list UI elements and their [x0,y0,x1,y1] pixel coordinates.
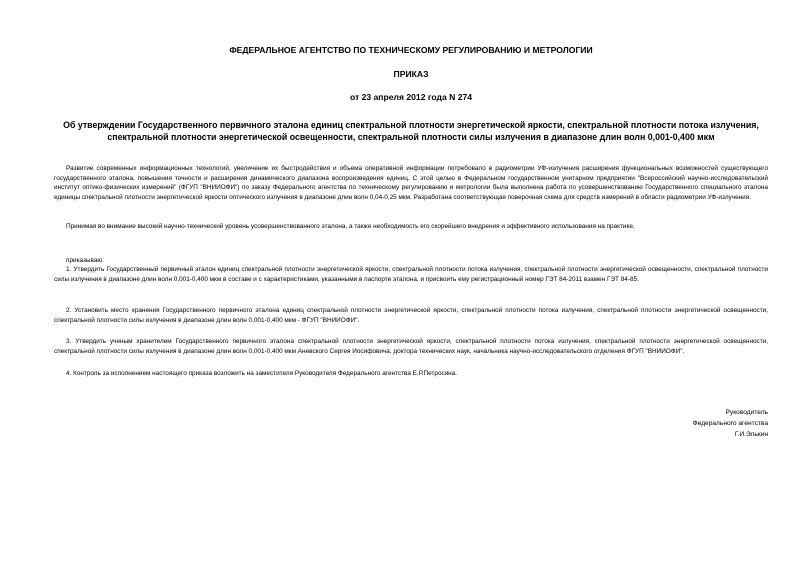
signature-block [693,407,768,440]
signature-organization: Федерального агентства [692,420,768,427]
document-date-number: от 23 апреля 2012 года N 274 [349,92,473,102]
paragraph-item-2: 2. Установить место хранения Государственного первичного эталона единиц спектральной плотности энергетической яркости, спектральной плотности потока излучения, спектральной плотности энергетической освещенности, спектральной плотности силы излучения в диапазоне длин волн 0,001-0,400 мкм - ФГУП "ВНИИОФИ". [54,307,768,324]
paragraph-item-4: 4. Контроль за исполнением настоящего приказа возложить на заместителя Руководителя Федерального агентства Е.Р.Петросяна. [66,370,458,377]
paragraph-considering: Принимая во внимание высокий научно-технический уровень усовершенствованного эталона, а также необходимость его скорейшего внедрения и эффективного использования на практике, [66,223,635,230]
signature-position: Руководитель [725,409,768,416]
document-type: ПРИКАЗ [393,69,429,79]
signature-name: Г.И.Элькин [734,431,768,438]
document-title: Об утверждении Государственного первичного эталона единиц спектральной плотности энергетической яркости, спектральной плотности потока излучения, спектральной плотности энергетической освещенности, спектральной плотности силы излучения в диапазоне длин волн 0,001-0,400 мкм [63,120,759,142]
paragraph-preamble: Развитие современных информационных технологий, увеличение их быстродействия и объема оперативной информации потребовало в радиометрии УФ-излучения расширения функциональных возможностей существующего государственного эталона, повышения точности и расширения динамического диапазона воспроизведения единиц. С этой целью в Федеральном государственном унитарном предприятии "Всероссийский научно-исследовательский институт оптико-физических измерений" (ФГУП "ВНИИОФИ") по заказу Федерального агентства по техническому регулированию и метрологии была выполнена работа по усовершенствованию Государственного специального эталона единицы спектральной плотности энергетической яркости оптического излучения в диапазоне длин волн 0,04-0,25 мкм. Разработана соответствующая поверочная схема для средств измерений в области радиометрии УФ-излучения. [54,165,768,201]
paragraph-order-word: приказываю: [66,257,104,264]
paragraph-item-1: 1. Утвердить Государственный первичный эталон единиц спектральной плотности энергетической яркости, спектральной плотности потока излучения, спектральной плотности энергетической освещенности, спектральной плотности силы излучения в диапазоне длин волн 0,001-0,400 мкм в составе и с характеристиками, указанными в паспорте эталона, и присвоить ему регистрационный номер ГЭТ 84-2011 взамен ГЭТ 84-85. [54,266,768,283]
paragraph-item-3: 3. Утвердить ученым хранителем Государственного первичного эталона спектральной плотности энергетической яркости, спектральной плотности потока излучения, спектральной плотности энергетической освещенности, спектральной плотности силы излучения в диапазоне длин волн 0,001-0,400 мкм Аневского Сергея Иосифовича, доктора технических наук, начальника научно-исследовательского отделения ФГУП "ВНИИОФИ". [54,338,768,355]
document [54,0,768,571]
agency-name: ФЕДЕРАЛЬНОЕ АГЕНТСТВО ПО ТЕХНИЧЕСКОМУ РЕГУЛИРОВАНИЮ И МЕТРОЛОГИИ [229,45,593,55]
